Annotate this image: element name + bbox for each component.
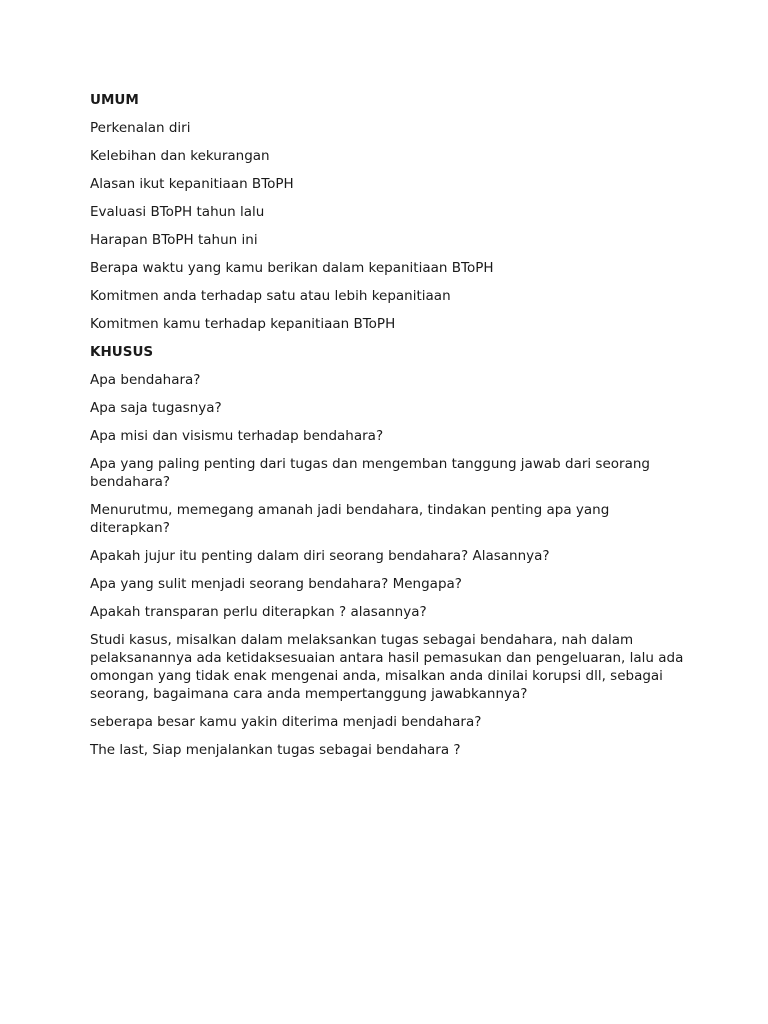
khusus-item: seberapa besar kamu yakin diterima menjadi bendahara? [90, 714, 482, 730]
umum-item: Berapa waktu yang kamu berikan dalam kepanitiaan BToPH [90, 260, 494, 276]
khusus-item: Apa bendahara? [90, 372, 201, 388]
umum-item: Komitmen kamu terhadap kepanitiaan BToPH [90, 316, 396, 332]
umum-item: Harapan BToPH tahun ini [90, 232, 258, 248]
khusus-item: Apa misi dan visismu terhadap bendahara? [90, 428, 384, 444]
khusus-item: Menurutmu, memegang amanah jadi bendahara, tindakan penting apa yang diterapkan? [90, 502, 610, 536]
khusus-item: Studi kasus, misalkan dalam melaksankan tugas sebagai bendahara, nah dalam pelaksanannya ada ketidaksesuaian antara hasil pemasukan dan pengeluaran, lalu ada omongan yang tidak enak mengenai anda, misalkan anda dinilai korupsi dll, sebagai seorang, bagaimana cara anda mempertanggung jawabkannya? [90, 632, 684, 702]
umum-item: Evaluasi BToPH tahun lalu [90, 204, 265, 220]
umum-item: Kelebihan dan kekurangan [90, 148, 270, 164]
umum-item: Komitmen anda terhadap satu atau lebih kepanitiaan [90, 288, 451, 304]
khusus-item: Apa saja tugasnya? [90, 400, 222, 416]
umum-item: Perkenalan diri [90, 120, 191, 136]
khusus-item: Apakah transparan perlu diterapkan ? alasannya? [90, 604, 427, 620]
khusus-item: Apa yang sulit menjadi seorang bendahara? Mengapa? [90, 576, 462, 592]
khusus-item: Apakah jujur itu penting dalam diri seorang bendahara? Alasannya? [90, 548, 550, 564]
document-page [90, 91, 690, 769]
section-heading-umum: UMUM [90, 92, 139, 108]
khusus-item: Apa yang paling penting dari tugas dan mengemban tanggung jawab dari seorang bendahara? [90, 456, 650, 490]
umum-item: Alasan ikut kepanitiaan BToPH [90, 176, 294, 192]
section-heading-khusus: KHUSUS [90, 344, 154, 360]
khusus-item: The last, Siap menjalankan tugas sebagai bendahara ? [90, 742, 461, 758]
